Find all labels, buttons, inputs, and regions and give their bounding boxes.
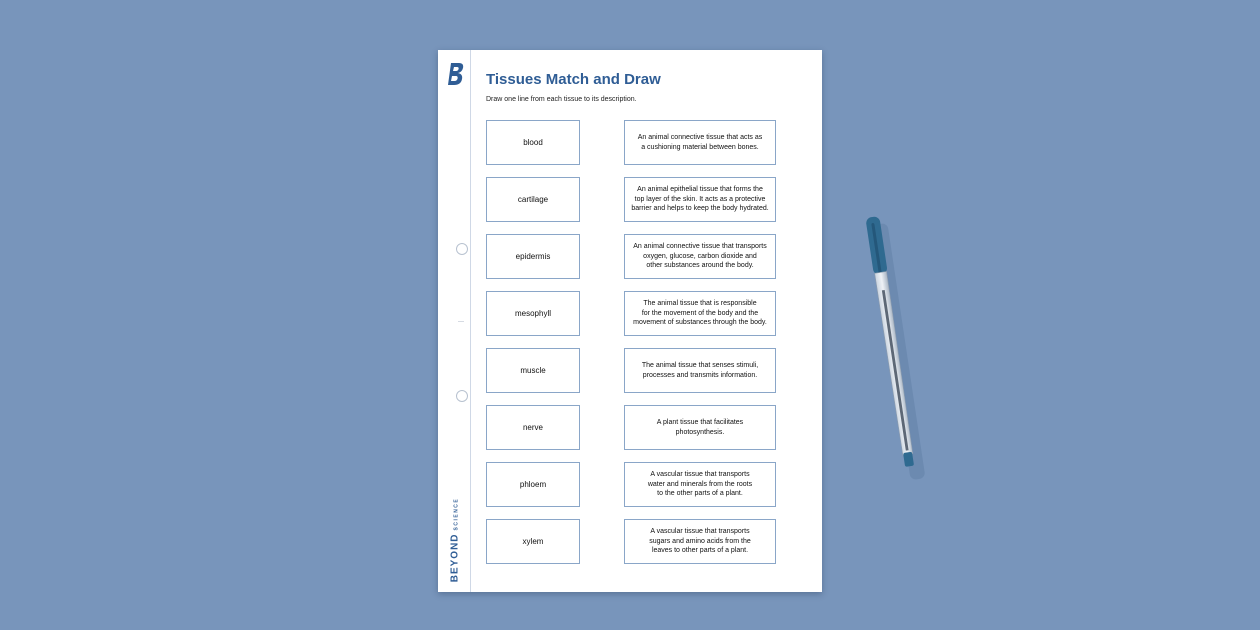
description-box: An animal connective tissue that acts as a cushioning material between bones. [624, 120, 776, 165]
brand-mark [440, 495, 470, 585]
tissue-box: nerve [486, 405, 580, 450]
description-box: A plant tissue that facilitates photosynthesis. [624, 405, 776, 450]
beyond-logo-icon [447, 62, 465, 86]
match-row [486, 348, 806, 395]
fold-mark [458, 321, 464, 322]
tissue-box: muscle [486, 348, 580, 393]
description-box: A vascular tissue that transports water and minerals from the roots to the other parts of a plant. [624, 462, 776, 507]
tissue-box: mesophyll [486, 291, 580, 336]
tissue-box: blood [486, 120, 580, 165]
tissue-box: epidermis [486, 234, 580, 279]
tissue-box: phloem [486, 462, 580, 507]
description-box: An animal connective tissue that transports oxygen, glucose, carbon dioxide and other substances around the body. [624, 234, 776, 279]
page-title: Tissues Match and Draw [486, 71, 661, 88]
brand-sub: SCIENCE [453, 497, 460, 531]
match-row [486, 405, 806, 452]
description-box: The animal tissue that senses stimuli, processes and transmits information. [624, 348, 776, 393]
tissue-box: cartilage [486, 177, 580, 222]
pen-end-plug [903, 452, 914, 467]
match-row [486, 462, 806, 509]
pen-clip [871, 223, 887, 312]
match-row [486, 519, 806, 566]
page-margin-line [470, 50, 471, 592]
binder-hole [456, 390, 468, 402]
description-box: A vascular tissue that transports sugars and amino acids from the leaves to other parts of a plant. [624, 519, 776, 564]
tissue-box: xylem [486, 519, 580, 564]
brand-text [450, 498, 461, 583]
pen-barrel [875, 272, 914, 456]
pen-ink-tube [882, 290, 909, 451]
description-box: The animal tissue that is responsible for the movement of the body and the movement of substances through the body. [624, 291, 776, 336]
brand-name: BEYOND [449, 533, 461, 583]
description-box: An animal epithelial tissue that forms the top layer of the skin. It acts as a protective barrier and helps to keep the body hydrated. [624, 177, 776, 222]
pen-cap [865, 216, 887, 275]
match-row [486, 291, 806, 338]
instruction-text: Draw one line from each tissue to its description. [486, 96, 637, 103]
match-row [486, 120, 806, 167]
binder-hole [456, 243, 468, 255]
worksheet-page [438, 50, 822, 592]
match-rows [486, 120, 806, 576]
match-row [486, 234, 806, 281]
match-row [486, 177, 806, 224]
